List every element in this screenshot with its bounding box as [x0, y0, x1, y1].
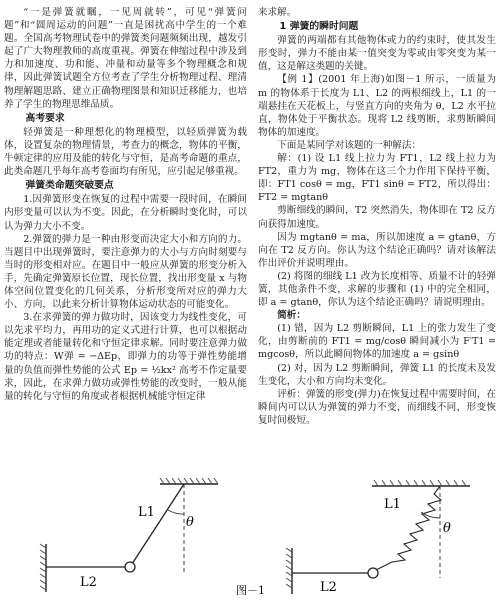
because-text: 因为 mgtanθ = ma，所以加速度 a = gtanθ，方向在 T2 反方向。你认为这个结论正确吗？请对该解法作出评价并说明理由。 [258, 231, 496, 269]
left-label-L1: L1 [138, 505, 155, 520]
left-wall-hatch [40, 544, 46, 590]
section-heading-instant: 1 弹簧的瞬时问题 [279, 21, 359, 33]
requirements-paragraph: 轻弹簧是一种理想化的物理模型，以轻质弹簧为载体，设置复杂的物理情景，考查力的概念，物体的平衡，牛顿定律的应用及能的转化与守恒，是高考命题的重点，此类命题几乎每年高考卷面均有所见，应引起足够重视。 [4, 126, 247, 178]
right-ceiling-hatch [374, 480, 466, 486]
analysis-2: (2) 对，因为 L2 剪断瞬间，弹簧 L1 的长度未及发生变化，大小和方向均未变化。 [258, 362, 496, 387]
section-heading-key-points: 弹簧类命题突破要点 [25, 180, 114, 192]
right-wall-hatch [286, 548, 292, 588]
continuation-text: 来求解。 [258, 7, 297, 18]
right-mass [368, 568, 378, 578]
figure-1-drawing [0, 474, 500, 598]
intro-paragraph: “一是弹簧就瞩，一见周就转”，可见“弹簧问题”和“圆周运动的问题”一直是困扰高中学生的一个难题。全国高考物理试卷中的弹簧类问题频频出现，越发引起了广大物理教师的高度重视。弹簧在伸缩过程中涉及到力和加速度、功和能、冲量和动量等多个物理概念和规律，因此弹簧试题全方位考查了学生分析物理过程、理清物理解题思路、建立正确物理图景和知识迁移能力，也培养了学生的物理思维品质。 [4, 7, 247, 110]
left-string-L1 [132, 484, 184, 564]
right-diagram [286, 480, 470, 595]
left-diagram [40, 478, 218, 592]
right-column [258, 6, 496, 474]
instant-paragraph: 弹簧的两端都有其他物体或力的约束时，使其发生形变时，弹力不能由某一值突变为零或由零突变为某一值，这是解这类题的关键。 [258, 35, 496, 73]
left-label-theta: θ [186, 515, 194, 530]
key-point-3: 3.在求弹簧的弹力做功时，因该变力为线性变化，可以先求平均力，再用功的定义式进行计算，也可以根据动能定理或者能量转化和守恒定律求解。同时要注意弹力做功的特点：W弹 = −ΔEp，即弹力的功等于弹性势能增量的负值而弹性势能的公式 Ep = ½kx² 高考不作定量要求，因此，在求弹力做功或弹性势能的改变时，一般从能量的转化与守恒的角度或者根据机械能守恒定律 [4, 312, 247, 402]
right-label-L2: L2 [320, 580, 337, 595]
figure-caption: 图－1 [236, 584, 265, 597]
solution-step-1: 解：(1) 设 L1 线上拉力为 FT1，L2 线上拉力为 FT2，重力为 mg，物体在这三个力作用下保持平衡，即：FT1 cosθ = mg，FT1 sinθ = FT2，所以得出：FT2 = mgtanθ [258, 153, 496, 204]
right-label-L1: L1 [384, 497, 401, 512]
analysis-label: 简析： [277, 310, 306, 322]
comment-text: 评析：弹簧的形变(弹力)在恢复过程中需要时间，在瞬间内可以认为弹簧的弹力不变，而细线不同，形变恢复时间极短。 [258, 388, 496, 426]
left-column [4, 6, 247, 474]
section-heading-requirements: 高考要求 [25, 112, 65, 124]
right-label-theta: θ [443, 521, 451, 536]
left-label-L2: L2 [80, 575, 97, 590]
figure-1 [0, 474, 500, 598]
student-intro: 下面是某同学对该题的一种解法： [277, 139, 422, 151]
left-mass [125, 562, 135, 572]
question-2: (2) 将图的细线 L1 改为长度相等、质量不计的轻弹簧，其他条件不变，求解的步骤和 (1) 中的完全相同，即 a = gtanθ，你认为这个结论正确吗？请说明理由。 [258, 270, 496, 309]
left-ceiling-hatch [160, 478, 218, 484]
left-theta-arc [168, 510, 184, 514]
analysis-1: (1) 错，因为 L2 剪断瞬间，L1 上的张力发生了变化，由剪断前的 FT1 = mg/cosθ 瞬间减小为 F′T1 = mgcosθ，所以此瞬间物体的加速度 a = gsinθ [258, 323, 496, 361]
example-1: 【例 1】(2001 年上海)如图－1 所示，一质量为 m 的物体系于长度为 L1、L2 的两根细线上，L1 的一端悬挂在天花板上，与竖直方向的夹角为 θ，L2 水平拉直，物体处于平衡状态。现将 L2 线剪断，求剪断瞬间物体的加速度。 [258, 74, 496, 138]
key-point-1: 1.因弹簧形变在恢复的过程中需要一段时间，在瞬间内形变量可以认为不变。因此，在分析瞬时变化时，可以认为弹力大小不变。 [4, 194, 247, 232]
cut-line-text: 剪断细线的瞬间，T2 突然消失，物体即在 T2 反方向获得加速度。 [258, 205, 496, 230]
key-point-2: 2.弹簧的弹力是一种由形变而决定大小和方向的力。当题目中出现弹簧时，要注意弹力的大小与方向时刻要与当时的形变相对应。在题目中一般应从弹簧的形变分析入手，先确定弹簧原长位置，现长位置，找出形变量 x 与物体空间位置变化的几何关系，分析形变所对应的弹力大小、方向，以此来分析计算物体运动状态的可能变化。 [4, 233, 247, 311]
